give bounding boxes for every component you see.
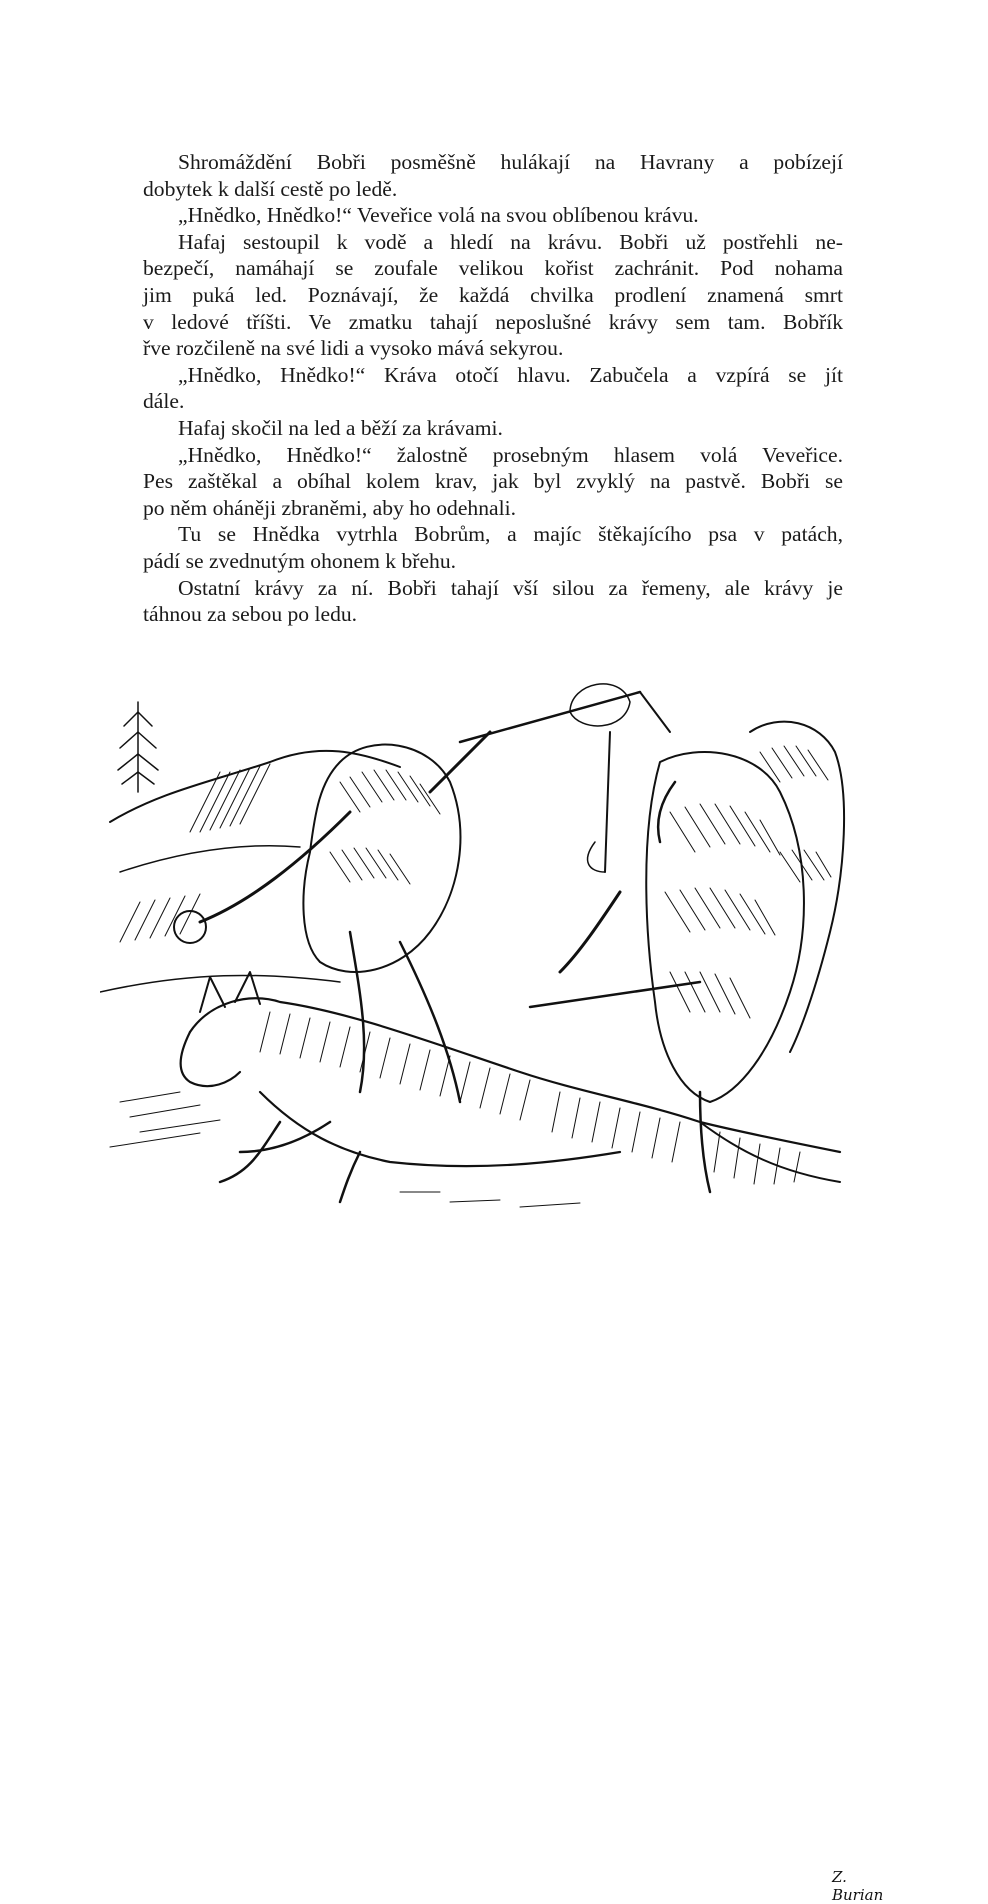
body-text: [143, 149, 843, 628]
paragraph-8: [143, 575, 843, 628]
text-line: Hafaj sestoupil k vodě a hledí na krávu. Bobři už postřehli ne-: [178, 229, 843, 254]
wolf: [181, 972, 840, 1202]
text-line: „Hnědko, Hnědko!“ Veveřice volá na svou oblíbenou krávu.: [178, 203, 699, 228]
text-line: „Hnědko, Hnědko!“ žalostně prosebným hlasem volá Veveřice.: [178, 442, 843, 467]
paragraph-6: [143, 442, 843, 522]
artist-signature: Z. Burian: [832, 1868, 884, 1904]
paragraph-4: [143, 362, 843, 415]
text-line: Shromáždění Bobři posměšně hulákají na Havrany a pobízejí: [178, 150, 843, 174]
text-line: jim puká led. Poznávají, že každá chvilka prodlení znamená smrt: [143, 282, 843, 307]
text-line: táhnou za sebou po ledu.: [143, 602, 358, 627]
text-line: Tu se Hnědka vytrhla Bobrům, a majíc štěkajícího psa v patách,: [178, 522, 843, 547]
axe: [460, 684, 670, 872]
paragraph-3: [143, 229, 843, 362]
text-line: bezpečí, namáhají se zoufale velikou kořist zachránit. Pod nohama: [143, 256, 843, 281]
text-line: Pes zaštěkal a obíhal kolem krav, jak byl zvyklý na pastvě. Bobři se: [143, 469, 843, 494]
right-warrior: [530, 752, 804, 1192]
text-line: po něm oháněji zbraněmi, aby ho odehnali.: [143, 495, 516, 520]
paragraph-1: [143, 149, 843, 202]
text-line: Ostatní krávy za ní. Bobři tahají vší silou za řemeny, ale krávy je: [178, 575, 843, 600]
tree: [118, 702, 158, 792]
text-line: dobytek k další cestě po ledě.: [143, 176, 398, 201]
paragraph-5: [143, 415, 843, 442]
paragraph-7: [143, 521, 843, 574]
text-line: pádí se zvednutým ohonem k břehu.: [143, 548, 457, 573]
text-line: řve rozčileně na své lidi a vysoko mává sekyrou.: [143, 336, 564, 361]
ink-illustration: [100, 672, 884, 1904]
text-line: v ledové tříšti. Ve zmatku tahají neposlušné krávy sem tam. Bobřík: [143, 309, 843, 334]
illustration-drawing: [100, 672, 870, 1232]
text-line: dále.: [143, 389, 185, 414]
text-line: Hafaj skočil na led a běží za krávami.: [178, 415, 503, 440]
text-line: „Hnědko, Hnědko!“ Kráva otočí hlavu. Zabučela a vzpírá se jít: [178, 362, 843, 387]
paragraph-2: [143, 202, 843, 229]
